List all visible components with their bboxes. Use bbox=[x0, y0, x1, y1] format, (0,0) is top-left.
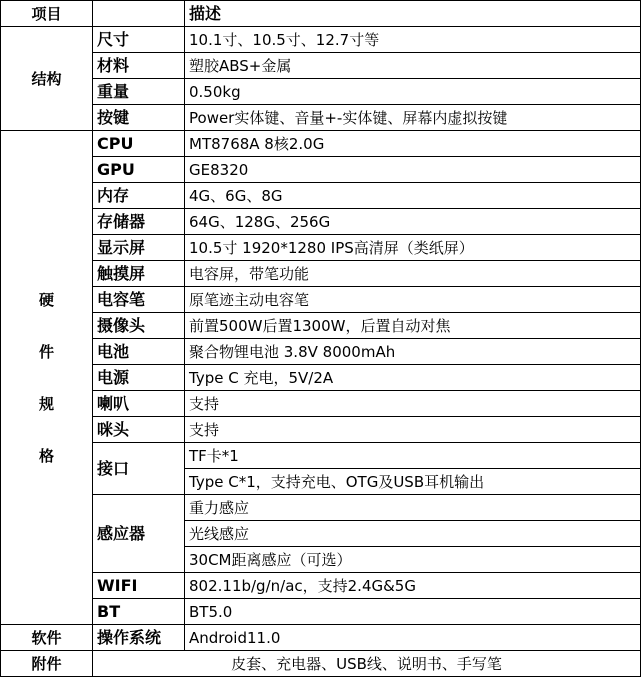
item-label: 尺寸 bbox=[93, 27, 185, 53]
accessories-desc: 皮套、充电器、USB线、说明书、手写笔 bbox=[93, 651, 641, 677]
table-row bbox=[1, 365, 641, 391]
item-desc: 支持 bbox=[185, 417, 641, 443]
item-desc: MT8768A 8核2.0G bbox=[185, 131, 641, 157]
item-desc: 10.1寸、10.5寸、12.7寸等 bbox=[185, 27, 641, 53]
item-label: 显示屏 bbox=[93, 235, 185, 261]
item-desc: 64G、128G、256G bbox=[185, 209, 641, 235]
item-label: 按键 bbox=[93, 105, 185, 131]
table-row bbox=[1, 157, 641, 183]
item-desc: BT5.0 bbox=[185, 599, 641, 625]
table-row bbox=[1, 79, 641, 105]
item-desc: 前置500W后置1300W，后置自动对焦 bbox=[185, 313, 641, 339]
category-accessories: 附件 bbox=[1, 651, 93, 677]
category-hardware-char: 件 bbox=[38, 342, 54, 361]
category-software: 软件 bbox=[1, 625, 93, 651]
table-row bbox=[1, 27, 641, 53]
item-label: GPU bbox=[93, 157, 185, 183]
item-desc: 电容屏，带笔功能 bbox=[185, 261, 641, 287]
table-row bbox=[1, 235, 641, 261]
category-hardware bbox=[1, 131, 93, 625]
table-row bbox=[1, 339, 641, 365]
item-label: BT bbox=[93, 599, 185, 625]
item-label: 电源 bbox=[93, 365, 185, 391]
item-label: 摄像头 bbox=[93, 313, 185, 339]
header-empty bbox=[93, 1, 185, 27]
item-label: 材料 bbox=[93, 53, 185, 79]
item-desc: Type C*1，支持充电、OTG及USB耳机输出 bbox=[185, 469, 641, 495]
item-desc: 802.11b/g/n/ac，支持2.4G&5G bbox=[185, 573, 641, 599]
item-label: WIFI bbox=[93, 573, 185, 599]
item-label: 电容笔 bbox=[93, 287, 185, 313]
item-desc: 4G、6G、8G bbox=[185, 183, 641, 209]
item-label: 重量 bbox=[93, 79, 185, 105]
table-row bbox=[1, 209, 641, 235]
item-label: 喇叭 bbox=[93, 391, 185, 417]
item-desc: Type C 充电，5V/2A bbox=[185, 365, 641, 391]
item-desc: GE8320 bbox=[185, 157, 641, 183]
table-row bbox=[1, 53, 641, 79]
category-structure: 结构 bbox=[1, 27, 93, 131]
table-row bbox=[1, 495, 641, 521]
item-label: 电池 bbox=[93, 339, 185, 365]
table-row bbox=[1, 131, 641, 157]
item-desc: 0.50kg bbox=[185, 79, 641, 105]
item-desc: 聚合物锂电池 3.8V 8000mAh bbox=[185, 339, 641, 365]
item-label: 操作系统 bbox=[93, 625, 185, 651]
table-row bbox=[1, 625, 641, 651]
table-row bbox=[1, 651, 641, 677]
table-row bbox=[1, 599, 641, 625]
table-row bbox=[1, 105, 641, 131]
table-row bbox=[1, 287, 641, 313]
category-hardware-char: 格 bbox=[38, 446, 54, 465]
header-description: 描述 bbox=[185, 1, 641, 27]
item-label: 触摸屏 bbox=[93, 261, 185, 287]
item-desc: 10.5寸 1920*1280 IPS高清屏（类纸屏） bbox=[185, 235, 641, 261]
item-desc: 塑胶ABS+金属 bbox=[185, 53, 641, 79]
item-desc: 原笔迹主动电容笔 bbox=[185, 287, 641, 313]
item-label: CPU bbox=[93, 131, 185, 157]
header-category: 项目 bbox=[1, 1, 93, 27]
table-row bbox=[1, 391, 641, 417]
category-hardware-char: 硬 bbox=[38, 290, 54, 309]
item-desc: 重力感应 bbox=[185, 495, 641, 521]
category-hardware-char: 规 bbox=[38, 394, 54, 413]
table-row bbox=[1, 313, 641, 339]
item-label: 接口 bbox=[93, 443, 185, 495]
table-row bbox=[1, 417, 641, 443]
item-desc: TF卡*1 bbox=[185, 443, 641, 469]
table-row bbox=[1, 183, 641, 209]
item-desc: 支持 bbox=[185, 391, 641, 417]
item-desc: 光线感应 bbox=[185, 521, 641, 547]
item-label: 咪头 bbox=[93, 417, 185, 443]
item-label: 感应器 bbox=[93, 495, 185, 573]
item-desc: Power实体键、音量+-实体键、屏幕内虚拟按键 bbox=[185, 105, 641, 131]
item-label: 存储器 bbox=[93, 209, 185, 235]
table-row bbox=[1, 261, 641, 287]
table-row bbox=[1, 443, 641, 469]
item-desc: 30CM距离感应（可选） bbox=[185, 547, 641, 573]
table-row bbox=[1, 573, 641, 599]
item-desc: Android11.0 bbox=[185, 625, 641, 651]
item-label: 内存 bbox=[93, 183, 185, 209]
header-row bbox=[1, 1, 641, 27]
